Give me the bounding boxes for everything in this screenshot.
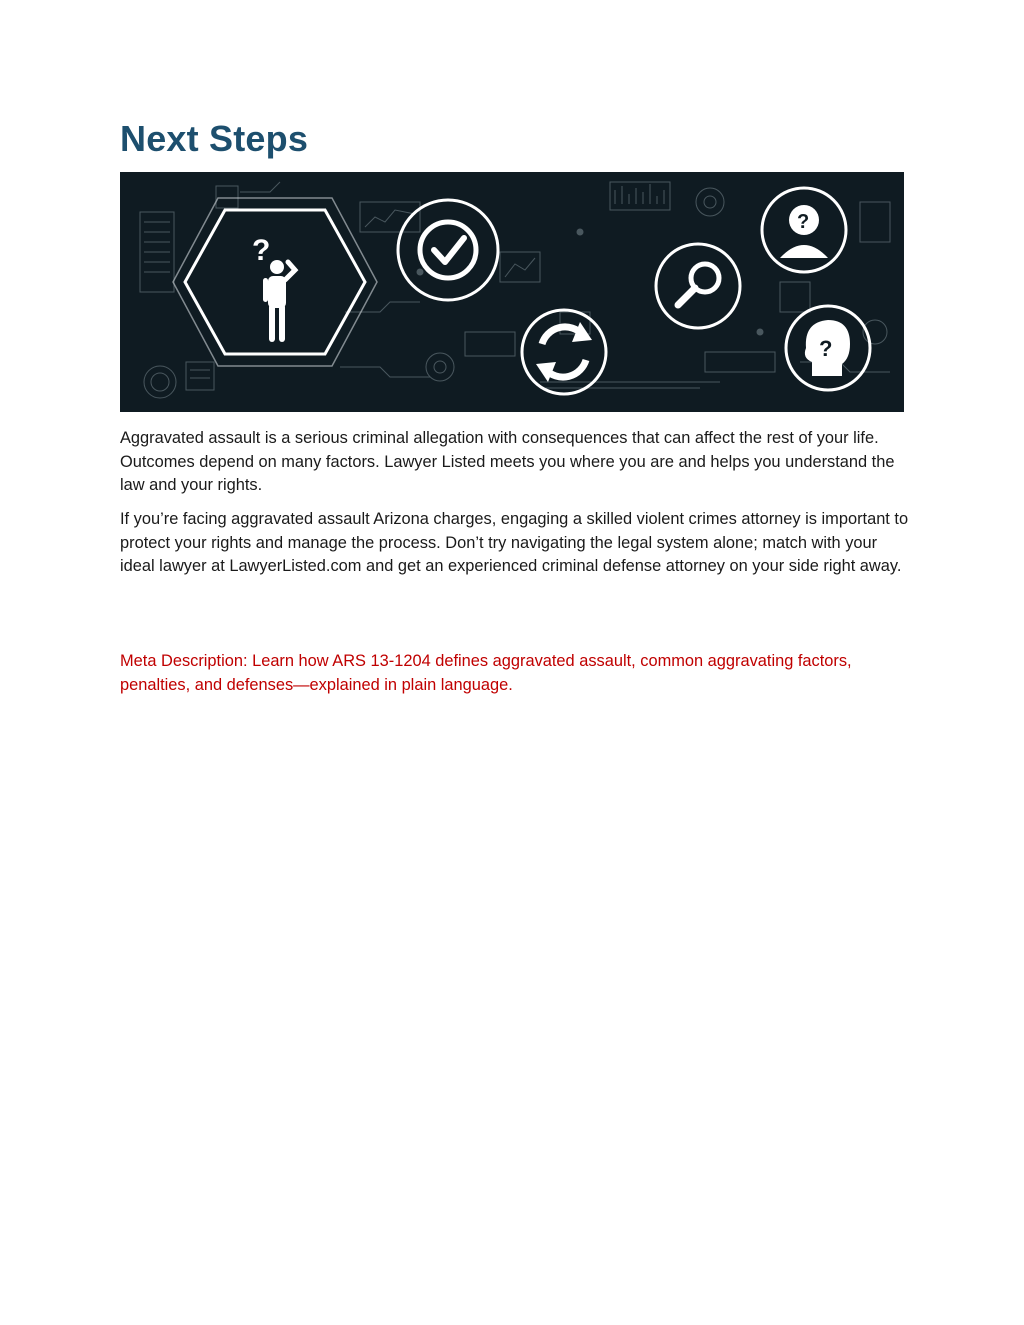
svg-text:?: ? [252,234,271,267]
banner-image [120,172,904,412]
svg-text:?: ? [797,211,810,233]
page-title: Next Steps [120,118,309,159]
body-paragraph-2: If you’re facing aggravated assault Arizona charges, engaging a skilled violent crimes attorney is important to protect your rights and manage the process. Don’t try navigating the legal system alone; match with your ideal lawyer at LawyerListed.com and get an experienced criminal defense attorney on your side right away. [120,510,909,575]
svg-text:?: ? [819,336,833,361]
meta-description: Meta Description: Learn how ARS 13-1204 defines aggravated assault, common aggravating factors, penalties, and defenses—explained in plain language. [120,652,852,694]
body-paragraph-1: Aggravated assault is a serious criminal allegation with consequences that can affect the rest of your life. Outcomes depend on many factors. Lawyer Listed meets you where you are and helps you understand the law and your rights. [120,429,895,494]
banner-illustration [120,172,904,412]
